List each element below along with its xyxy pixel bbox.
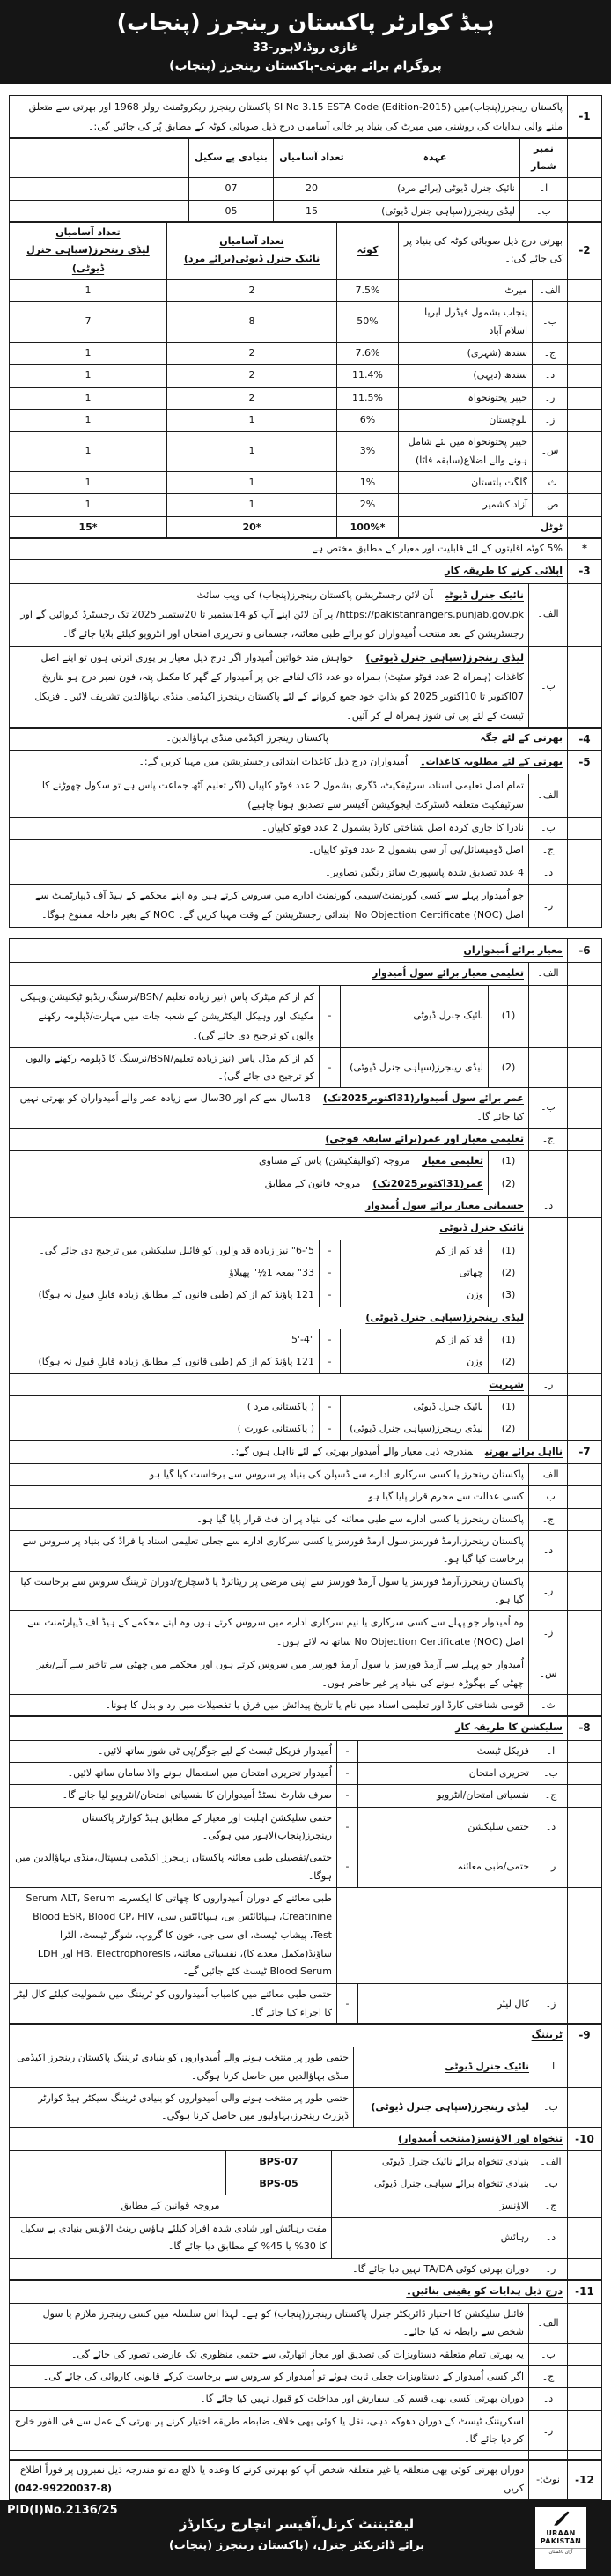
citizenship-naik-row: (1) نائیک جنرل ڈیوٹی - ( پاکستانی مرد ): [10, 1396, 602, 1418]
apply-row-naik: الف۔ نائیک جنرل ڈیوٹیآن لائن رجسٹریشن پاکستان رینجرز(پنجاب) کی ویب سائٹ https://pakistanrangers.punjab.gov.pk/ پر آن لائن اپنے آپ کو 14ستمبر تا 20ستمبر 2025 تک رجسٹرڈ کروائیں گے اور رجسٹریشن کے بعد منتخب اُمیدواران کو برائے طبی معائنہ، جسمانی و تحریری امتحان اور انٹرویو کیلئے بلایا جائے گا۔: [10, 583, 602, 646]
ex-army-header: ج۔ تعلیمی معیار اور عمر(برائے سابقہ فوجی): [10, 1128, 602, 1150]
col-serial: نمبر شمار: [520, 137, 568, 178]
payscale-value: BPS-05: [226, 2173, 332, 2195]
residence-row: د۔ رہائش مفت رہائش اور شادی شدہ افراد کیلئے ہاؤس رینٹ الاؤنس بنیادی پے سکیل کا 30% یا 45% کے مطابق دیا جائے گا۔: [10, 2217, 602, 2258]
section-title: اپلائی کرنے کا طریقہ کار: [445, 565, 563, 577]
section-6-standards: [9, 938, 602, 1441]
quota-row-balochistan: ز۔ بلوچستان 6% 1 1: [10, 409, 602, 431]
section-number: -1: [568, 95, 602, 138]
ex-army-age-row: (2) عمر(31اکتوبر2025تک)مروجہ قانون کے مطابق: [10, 1173, 602, 1195]
instruction-row: ر۔ اسکریننگ ٹیسٹ کے دوران دھوکہ دہی، نقل یا کوئی بھی خلاف ضابطہ طریقہ اختیار کرنے پر بھرتی کے عمل سے فی الفور خارج کر دیا جائے گا۔: [10, 2410, 602, 2451]
dash: -: [320, 1418, 341, 1440]
quota-label: بھرتی درج ذیل صوبائی کوٹہ کی بنیاد پر کی جائے گی:۔: [398, 221, 567, 279]
uraan-pakistan-logo: URAAN PAKISTAN اُڑان پاکستان: [535, 2507, 586, 2569]
section-title: درج ذیل ہدایات کو یقینی بنائیں۔: [406, 2284, 563, 2297]
doc-row-noc: ر۔ جو اُمیدوار پہلے سے کسی گورنمنٹ/سیمی گورنمنٹ ادارے میں سروس کرتے ہیں وہ اپنے محکمے کے ہیڈ آف ڈیپارٹمنٹ سے اصل No Objection Certificate (NOC) ابتدائی رجسٹریشن کے وقت مہیا کریں گے۔ NOC کے بغیر داخلہ ممنوع ہوگا۔: [10, 884, 602, 927]
apply-row-lady: ب۔ لیڈی رینجرز(سپاہی جنرل ڈیوٹی)خواہش مند خواتین اُمیدوار اگر درج ذیل معیار پر پوری اترتی ہوں تو اپنے اصل کاغذات (ہمراہ 2 عدد فوٹو سٹیٹ) ہمراہ دو عدد ڈاک لفافے جن پر اُمیدوار کے گھر کا مکمل پتہ، فون نمبر درج ہو بتاریخ 07اکتوبر تا 10اکتوبر 2025 کو بذاتِ خود جمع کروانے کے لئے پاکستان رینجرز اکیڈمی منڈی بہاؤالدین تشریف لائیں۔ فزیکل ٹیسٹ کے لئے پی ٹی شوز ہمراہ لے کر آئیں۔: [10, 646, 602, 728]
place-text: پاکستان رینجرز اکیڈمی منڈی بہاؤالدین۔: [166, 732, 328, 744]
footer-band: [0, 2500, 611, 2576]
quota-row-sindh-urban: ج۔ سندھ (شہری) 7.6% 2 1: [10, 342, 602, 364]
section-number: -8: [568, 1716, 602, 1740]
post-payscale: 05: [189, 200, 274, 222]
ineligible-row: ب۔ کسی عدالت سے مجرم قرار پایا گیا ہو۔: [10, 1486, 602, 1508]
pid-number: PID(I)No.2136/25: [7, 2504, 118, 2518]
section-title: تنخواہ اور الاؤنسز(منتخب اُمیدوار): [398, 2132, 563, 2144]
quota-total-row: ٹوٹل 100%* 20* 15*: [10, 516, 602, 538]
dash: -: [320, 1284, 341, 1307]
pay-row-sipahi: ب۔ بنیادی تنخواہ برائے سپاہی جنرل ڈیوٹی BPS-05: [10, 2173, 602, 2195]
ineligible-row: ر۔ پاکستان رینجرز،آرمڈ فورسز یا سول آرمڈ فورسز سے اپنی مرضی پر ریٹائرڈ یا ڈسچارج/دوران ٹریننگ سروس سے برخاست کیا گیا ہو۔: [10, 1571, 602, 1611]
payscale-value: BPS-07: [226, 2150, 332, 2173]
dash: -: [320, 985, 341, 1047]
instruction-row: الف۔ فائنل سلیکشن کا اختیار ڈائریکٹر جنرل پاکستان رینجرز(پنجاب) کو ہے۔ لہذا اس سلسلہ میں کسی رینجرز ملازم یا سول شخص سے رابطہ نہ کیا جائے۔: [10, 2304, 602, 2344]
section-number: -9: [568, 2024, 602, 2047]
physical-lady-subheader: لیڈی رینجرز(سپاہی جنرل ڈیوٹی): [10, 1307, 602, 1329]
signature-block: [106, 2516, 488, 2552]
post-name: لیڈی رینجرز(سپاہی جنرل ڈیوٹی): [350, 200, 520, 222]
medical-tests-list: طبی معائنے کے دوران اُمیدواروں کا چھاتی کا ایکسرے، Serum ALT, Serum Creatinine، ہیپاٹائٹس بی، ہیپاٹائٹس سی، Blood ESR, Blood CP، HIV Test، پیشاب ٹیسٹ، ای سی جی، خون کا گروپ، شوگر ٹیسٹ، الٹرا ساؤنڈ(مکمل معدے کا)، نفسیاتی معائنہ، HB، Electrophoresis اور LDH Blood Serum ٹیسٹ کئے جائیں گے۔: [10, 1887, 337, 1983]
ex-army-edu-row: (1) تعلیمی معیارمروجہ (کوالیفکیشن) پاس کے مساوی: [10, 1151, 602, 1173]
col-quota: کوٹہ: [357, 244, 379, 256]
ineligible-row: د۔ پاکستان رینجرز،آرمڈ فورسز،سول آرمڈ فورسز یا کسی سرکاری ادارے سے جعلی تعلیمی اسناد یا فراڈ کی بنیاد پر سروس سے برخاست کیا گیا ہو۔: [10, 1530, 602, 1571]
ineligible-row: ج۔ پاکستان رینجرز یا کسی ادارے سے طبی معائنہ کی بنیاد پر ان فٹ قرار پایا گیا ہو۔: [10, 1508, 602, 1530]
section-title: ٹریننگ: [531, 2028, 563, 2040]
section-11-instructions: [9, 2279, 602, 2461]
citizenship-header: ر۔ شہریت: [10, 1373, 602, 1395]
doc-row: ب۔ نادرا کا جاری کردہ اصل شناختی کارڈ بشمول 2 عدد فوٹو کاپیاں۔: [10, 817, 602, 839]
selection-row-physical: ا۔ فزیکل ٹیسٹ - اُمیدوار فزیکل ٹیسٹ کے لیے جوگر/پی ٹی شوز ساتھ لائیں۔: [10, 1740, 602, 1762]
posts-header-row: [10, 137, 602, 178]
selection-row-written: ب۔ تحریری امتحان - اُمیدوار تحریری امتحان میں استعمال ہونے والا سامان ساتھ لائیں۔: [10, 1762, 602, 1784]
section-7-ineligible: -7 نااہل برائے بھرتیمندرجہ ذیل معیار والے اُمیدوار بھرتی کے لئے نااہل ہوں گے:۔ الف۔ پاکستان رینجرز یا کسی سرکاری ادارے سے ڈسپلن کی بنیاد پر سروس سے برخاست کیا گیا ہو۔ ب۔ کسی عدالت سے مجرم قرار پایا گیا ہو۔ ج۔ پاکستان رینجرز یا کسی ادارے سے طبی معائنہ کی بنیاد پر ان فٹ قرار پایا گیا ہو۔ د۔ پاکستان رینجرز،آرمڈ فورسز،سول آرمڈ فورسز یا کسی سرکاری ادارے سے جعلی تعلیمی اسناد یا فراڈ کی بنیاد پر سروس سے برخاست کیا گیا ہو۔ ر۔ پاکستان رینجرز،آرمڈ فورسز یا سول آرمڈ فورسز سے اپنی مرضی پر ریٹائرڈ یا ڈسچارج/دوران ٹریننگ سروس سے برخاست کیا گیا ہو۔ ز۔ وہ اُمیدوار جو پہلے سے کسی سرکاری یا نیم سرکاری ادارے میں سروس کرتے ہوں وہ اپنے محکمے کے ہیڈ آف ڈیپارٹمنٹ سے اصل No Objection Certificate (NOC) ساتھ نہ لائے ہوں۔ س۔ اُمیدوار جو پہلے سے آرمڈ فورسز یا سول آرمڈ فورسز میں سروس کرتے ہوں اور محکمے میں چھٹی سے تاخیر سے آنے/بغیر چھٹی کے بھگوڑہ ہونے کی بنیاد پر غیر حاضر ہوں۔ ث۔ قومی شناختی کارڈ اور تعلیمی اسناد میں نام یا تاریخ پیدائش میں فرق یا تفصیلات میں رد و بدل کا ہونا۔: [9, 1440, 602, 1718]
phone-number: (042-99220037-8): [14, 2482, 113, 2494]
quota-row-gb: ث۔ گلگت بلتستان 1% 1 1: [10, 472, 602, 494]
section-number: -6: [568, 938, 602, 962]
edu-civil-header: الف۔ تعلیمی معیار برائے سول اُمیدوار: [10, 963, 602, 985]
quota-row-kpk: ر۔ خیبر پختونخواہ 11.5% 2 1: [10, 387, 602, 409]
section-title: معیار برائے اُمیدواران: [463, 944, 563, 956]
section-3-apply: [9, 559, 602, 728]
ineligible-row: ث۔ قومی شناختی کارڈ اور تعلیمی اسناد میں نام یا تاریخ پیدائش میں فرق یا تفصیلات میں رد و بدل کا ہونا۔: [10, 1694, 602, 1716]
instruction-row: د۔ دوران بھرتی کسی بھی قسم کی سفارش اور مداخلت کو قبول نہیں کیا جائے گا۔: [10, 2388, 602, 2410]
edu-row-naik: (1) نائیک جنرل ڈیوٹی - کم از کم میٹرک پاس (نیز زیادہ تعلیم /BSN/نرسنگ،ریڈیو ٹیکنیشن،وہیکل مکینک اور وہیکل الیکٹریشن کے شعبہ جات میں مہارت/ڈپلومہ رکھنے والوں کو ترجیح دی جائے گی)۔: [10, 985, 602, 1047]
quota-header-row: -2 بھرتی درج ذیل صوبائی کوٹہ کی بنیاد پر کی جائے گی:۔ کوٹہ تعداد آسامیاں نائیک جنرل ڈیوٹی(برائے مرد) تعداد آسامیاں لیڈی رینجرز(سپاہی جنرل ڈیوٹی): [10, 221, 602, 279]
section-number: -10: [568, 2127, 602, 2150]
section-1-intro: [9, 95, 602, 139]
section-10-pay: [9, 2127, 602, 2281]
training-row-naik: ا۔ نائیک جنرل ڈیوٹی حتمی طور پر منتخب ہونے والے اُمیدواروں کو بنیادی ٹریننگ پاکستان رینجرز اکیڈمی منڈی بہاؤالدین میں حاصل کرنا ہوگی۔: [10, 2047, 602, 2088]
asterisk: *: [568, 538, 602, 560]
quota-row-ajk: ص۔ آزاد کشمیر 2% 1 1: [10, 494, 602, 516]
physical-naik-subheader: نائیک جنرل ڈیوٹی: [10, 1218, 602, 1240]
post-count: 15: [274, 200, 350, 222]
doc-row: الف۔ تمام اصل تعلیمی اسناد، سرٹیفکیٹ، ڈگری بشمول 2 عدد فوٹو کاپیاں (اگر تعلیم آٹھ جماعت پاس ہے تو سکول چھوڑنے کا سرٹیفکیٹ متعلقہ ڈسٹرکٹ ایجوکیشن آفیسر سے تصدیق ہونا چاہیے): [10, 774, 602, 817]
section-number: -2: [568, 221, 602, 279]
instruction-row: ب۔ یہ بھرتی تمام متعلقہ دستاویزات کی تصدیق اور مجاز اتھارٹی سے حتمی منظوری تک عارضی تصور کی جائے گی۔: [10, 2343, 602, 2365]
bird-icon: [535, 2509, 586, 2530]
quota-row-punjab: ب۔ پنجاب بشمول فیڈرل ایریا اسلام آباد 50% 8 7: [10, 302, 602, 343]
section-number: -11: [568, 2279, 602, 2303]
signatory-title: لیفٹیننٹ کرنل،آفیسر انچارج ریکارڈز: [179, 2516, 415, 2533]
section-number: -7: [568, 1440, 602, 1463]
lady-weight-row: (2) وزن - 121 پاؤنڈ کم از کم (طبی قانون کے مطابق زیادہ قابلِ قبول نہ ہوگا): [10, 1351, 602, 1373]
pay-row-naik: الف۔ بنیادی تنخواہ برائے نائیک جنرل ڈیوٹی BPS-07: [10, 2150, 602, 2173]
dash: -: [320, 1396, 341, 1418]
col-post: عہدہ: [350, 137, 520, 178]
section-number: -4: [568, 727, 602, 751]
selection-row-final: د۔ حتمی سلیکشن - حتمی سلیکشن اہلیت اور معیار کے مطابق ہیڈ کوارٹر پاکستان رینجرز(پنجاب)لاہور میں ہوگی۔: [10, 1807, 602, 1847]
col-naik-count: تعداد آسامیاں: [219, 235, 284, 248]
post-name: نائیک جنرل ڈیوٹی (برائے مرد): [350, 178, 520, 200]
col-payscale: بنیادی پے سکیل: [189, 137, 274, 178]
post-row-naik: ا۔ نائیک جنرل ڈیوٹی (برائے مرد) 20 07: [10, 178, 602, 200]
section-8-selection: [9, 1715, 602, 2025]
post-payscale: 07: [189, 178, 274, 200]
section-number: -12: [568, 2460, 602, 2500]
dash: -: [320, 1240, 341, 1262]
document-body: [9, 95, 602, 2501]
section-9-training: [9, 2023, 602, 2128]
ineligible-row: س۔ اُمیدوار جو پہلے سے آرمڈ فورسز یا سول آرمڈ فورسز میں سروس کرتے ہوں اور محکمے میں چھٹی سے تاخیر سے آنے/بغیر چھٹی کے بھگوڑہ ہونے کی بنیاد پر غیر حاضر ہوں۔: [10, 1654, 602, 1695]
tada-row: ر۔ دوران بھرتی کوئی TA/DA نہیں دیا جائے گا۔: [10, 2258, 602, 2280]
posts-table: [9, 137, 602, 223]
section-5-documents: -5 بھرتی کے لئے مطلوبہ کاغذات۔اُمیدواران درج ذیل کاغذات ابتدائی رجسٹریشن میں مہیا کریں گے:۔ الف۔ تمام اصل تعلیمی اسناد، سرٹیفکیٹ، ڈگری بشمول 2 عدد فوٹو کاپیاں (اگر تعلیم آٹھ جماعت پاس ہے تو سکول چھوڑنے کا سرٹیفکیٹ متعلقہ ڈسٹرکٹ ایجوکیشن آفیسر سے تصدیق ہونا چاہیے) ب۔ نادرا کا جاری کردہ اصل شناختی کارڈ بشمول 2 عدد فوٹو کاپیاں۔ ج۔ اصل ڈومیسائل/پی آر سی بشمول 2 عدد فوٹو کاپیاں۔ د۔ 4 عدد تصدیق شدہ پاسپورٹ سائز رنگین تصاویر۔ ر۔ جو اُمیدوار پہلے سے کسی گورنمنٹ/سیمی گورنمنٹ ادارے میں سروس کرتے ہیں وہ اپنے محکمے کے ہیڈ آف ڈیپارٹمنٹ سے اصل No Objection Certificate (NOC) ابتدائی رجسٹریشن کے وقت مہیا کریں گے۔ NOC کے بغیر داخلہ ممنوع ہوگا۔: [9, 750, 602, 928]
ineligible-row: الف۔ پاکستان رینجرز یا کسی سرکاری ادارے سے ڈسپلن کی بنیاد پر سروس سے برخاست کیا گیا ہو۔: [10, 1463, 602, 1485]
col-lady-count: تعداد آسامیاں: [55, 226, 121, 238]
org-title: ہیڈ کوارٹر پاکستان رینجرز (پنجاب): [116, 10, 495, 35]
quota-row-sindh-rural: د۔ سندھ (دیہی) 11.4% 2 1: [10, 365, 602, 387]
edu-row-lady: (2) لیڈی رینجرز(سپاہی جنرل ڈیوٹی) - کم از کم مڈل پاس (نیز زیادہ تعلیم/BSN/نرسنگ کا ڈپلومہ رکھنے والیوں کو ترجیح دی جائے گی)۔: [10, 1047, 602, 1088]
section-title: بھرتی کے لئے مطلوبہ کاغذات۔: [420, 755, 563, 767]
advert-subtitle: پروگرام برائے بھرتی-پاکستان رینجرز (پنجاب): [169, 58, 442, 73]
doc-row: ج۔ اصل ڈومیسائل/پی آر سی بشمول 2 عدد فوٹو کاپیاں۔: [10, 840, 602, 862]
dash: -: [320, 1047, 341, 1088]
age-civil-row: ب۔ عمر برائے سول اُمیدوار(31اکتوبر2025تک)18سال سے کم اور 30سال سے زیادہ عمر والے اُمیدواران کو بھرتی نہیں کیا جائے گا۔: [10, 1088, 602, 1129]
section-12-note: [9, 2459, 602, 2500]
allowances-row: ج۔ الاؤنسز مروجہ قوانین کے مطابق: [10, 2195, 602, 2217]
selection-row-callletter: ز۔ کال لیٹر - حتمی طبی معائنے میں کامیاب اُمیدواروں کو ٹریننگ میں شمولیت کیلئے کال لیٹر کا اجراء کیا جائے گا۔: [10, 1984, 602, 2025]
note-text: دوران بھرتی کوئی بھی متعلقہ یا غیر متعلقہ شخص آپ کو بھرتی کرنے کا وعدہ یا لالچ دے تو مندرجہ ذیل نمبروں پر فوراً اطلاع کریں۔: [19, 2464, 524, 2494]
section-number: -3: [568, 559, 602, 583]
training-row-lady: ب۔ لیڈی رینجرز(سپاہی جنرل ڈیوٹی) حتمی طور پر منتخب ہونے والی اُمیدواروں کو بنیادی ٹریننگ سیکٹر ہیڈ کوارٹر ڈیزرٹ رینجرز،بہاولپور میں حاصل کرنا ہوگی۔: [10, 2087, 602, 2128]
chest-row: (2) چھاتی - 33" بمعہ 1½" پھیلاؤ: [10, 1262, 602, 1284]
ineligible-row: ز۔ وہ اُمیدوار جو پہلے سے کسی سرکاری یا نیم سرکاری ادارے میں سروس کرتے ہوں وہ اپنے محکمے کے ہیڈ آف ڈیپارٹمنٹ سے اصل No Objection Certificate (NOC) ساتھ نہ لائے ہوں۔: [10, 1611, 602, 1654]
selection-row-medical: ر۔ حتمی/طبی معائنہ - حتمی/تفصیلی طبی معائنہ پاکستان رینجرز اکیڈمی ہسپتال،منڈی بہاؤالدین میں ہوگا۔: [10, 1847, 602, 1888]
quota-table: [9, 221, 602, 539]
quota-footnote: [9, 537, 602, 560]
post-row-lady: ب۔ لیڈی رینجرز(سپاہی جنرل ڈیوٹی) 15 05: [10, 200, 602, 222]
section-title: نااہل برائے بھرتی: [484, 1445, 563, 1457]
dash: -: [320, 1262, 341, 1284]
section-title: سلیکشن کا طریقہ کار: [455, 1721, 563, 1734]
total-label: ٹوٹل: [398, 516, 567, 538]
quota-row-merit: الف۔ میرٹ 7.5% 2 1: [10, 279, 602, 301]
height-row: (1) قد کم از کم - 5'-6" نیز زیادہ قد والوں کو فائنل سلیکشن میں ترجیح دی جائے گی۔: [10, 1240, 602, 1262]
section-title: بھرتی کے لئے جگہ: [480, 732, 563, 744]
header-band: [0, 0, 611, 84]
minority-note: 5% کوٹہ اقلیتوں کے لئے قابلیت اور معیار کے مطابق مختص ہے۔: [10, 538, 568, 560]
section-number: -5: [568, 750, 602, 774]
doc-row: د۔ 4 عدد تصدیق شدہ پاسپورٹ سائز رنگین تصاویر۔: [10, 862, 602, 884]
col-count: تعداد آسامیاں: [274, 137, 350, 178]
note-label: نوٹ:-: [529, 2460, 568, 2500]
medical-tests-row: [10, 1887, 602, 1983]
citizenship-lady-row: (2) لیڈی رینجرز(سپاہی جنرل ڈیوٹی) - ( پاکستانی عورت ): [10, 1418, 602, 1440]
quota-row-fata: س۔ خیبر پختونخواہ میں نئے شامل ہونے والے اضلاع(سابقہ فاٹا) 3% 1 1: [10, 432, 602, 472]
instruction-row: ج۔ اگر کسی اُمیدوار کے دستاویزات جعلی ثابت ہوئے تو اُمیدوار کو سروس سے برخاست کرکے قانونی کاروائی کی جائے گی۔: [10, 2366, 602, 2388]
selection-row-interview: ج۔ نفسیاتی امتحان/انٹرویو - صرف شارٹ لسٹڈ اُمیدواران کا نفسیاتی امتحان/انٹرویو لیا جائے گا۔: [10, 1785, 602, 1807]
lady-height-row: (1) قد کم از کم - 5'-4": [10, 1329, 602, 1351]
signatory-for: برائے ڈائریکٹر جنرل، (پاکستان رینجرز (پنجاب): [168, 2539, 425, 2553]
intro-paragraph: پاکستان رینجرز(پنجاب)میں SI No 3.15 ESTA Code (Edition-2015) پاکستان رینجرز ریکروٹمنٹ رولز 1968 اور بھرتی سے متعلق ملنے والی ہدایات کی روشنی میں میرٹ کی بنیاد پر خالی آسامیاں درج ذیل صوبائی کوٹہ کے مطابق پُر کی جائیں گی:۔: [10, 95, 568, 138]
physical-header: د۔ جسمانی معیار برائے سول اُمیدوار: [10, 1195, 602, 1217]
dash: -: [320, 1351, 341, 1373]
weight-row: (3) وزن - 121 پاؤنڈ کم از کم (طبی قانون کے مطابق زیادہ قابلِ قبول نہ ہوگا): [10, 1284, 602, 1307]
dash: -: [320, 1329, 341, 1351]
post-count: 20: [274, 178, 350, 200]
section-4-place: [9, 727, 602, 751]
org-address: غازی روڈ،لاہور-33: [252, 41, 359, 55]
